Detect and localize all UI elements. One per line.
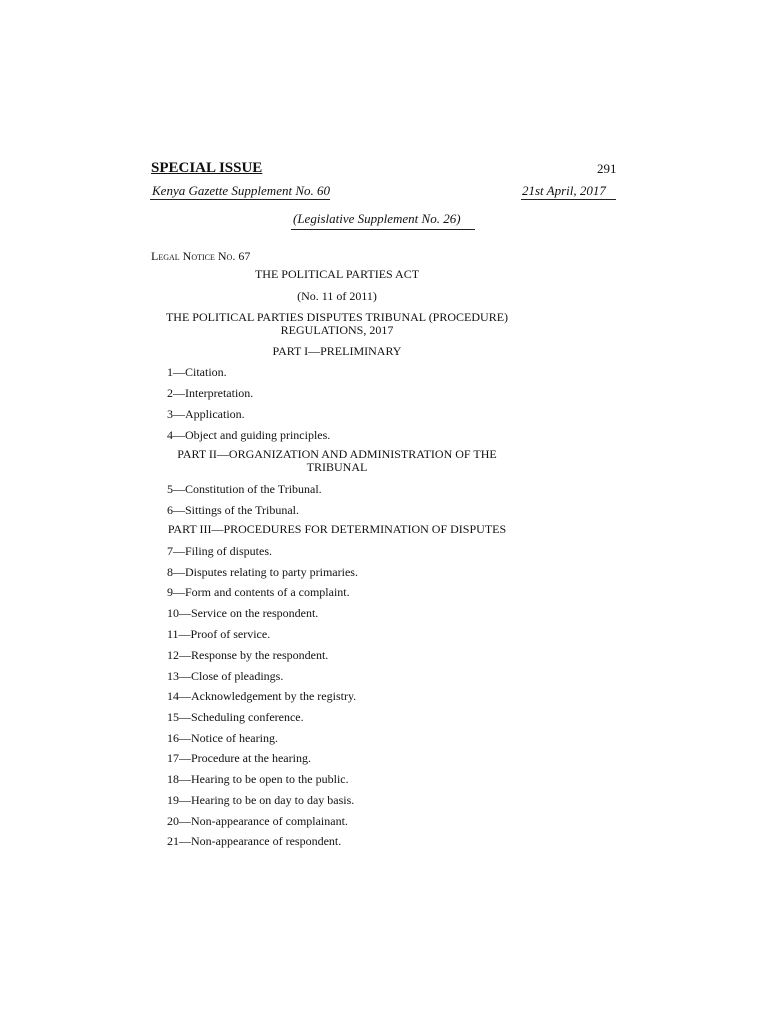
toc-item: 20—Non-appearance of complainant. [167, 814, 348, 828]
toc-item: 1—Citation. [167, 365, 227, 379]
toc-item: 9—Form and contents of a complaint. [167, 585, 350, 599]
part-2-heading: PART II—ORGANIZATION AND ADMINISTRATION OF THE TRIBUNAL [177, 447, 497, 474]
toc-item: 15—Scheduling conference. [167, 710, 304, 724]
toc-item: 7—Filing of disputes. [167, 544, 273, 558]
legislative-supplement: (Legislative Supplement No. 26) [293, 211, 461, 226]
toc-item: 16—Notice of hearing. [167, 731, 278, 745]
legislative-supplement-underline [291, 229, 475, 230]
date-underline [521, 199, 616, 200]
toc-item: 12—Response by the respondent. [167, 648, 329, 662]
toc-item: 3—Application. [167, 407, 245, 421]
part-1-heading: PART I—PRELIMINARY [272, 344, 402, 358]
toc-item: 14—Acknowledgement by the registry. [167, 689, 357, 703]
toc-item: 4—Object and guiding principles. [167, 428, 331, 442]
toc-item: 18—Hearing to be open to the public. [167, 772, 349, 786]
act-number: (No. 11 of 2011) [297, 289, 377, 303]
toc-item: 6—Sittings of the Tribunal. [167, 503, 300, 517]
toc-item: 11—Proof of service. [167, 627, 271, 641]
toc-item: 10—Service on the respondent. [167, 606, 319, 620]
gazette-supplement-number: Kenya Gazette Supplement No. 60 [152, 183, 330, 198]
act-title: THE POLITICAL PARTIES ACT [254, 267, 420, 281]
toc-item: 13—Close of pleadings. [167, 669, 284, 683]
regulations-title: THE POLITICAL PARTIES DISPUTES TRIBUNAL (PROCEDURE) REGULATIONS, 2017 [165, 310, 509, 337]
legal-notice-number: Legal Notice No. 67 [151, 249, 251, 263]
supplement-underline [150, 199, 330, 200]
part-3-heading: PART III—PROCEDURES FOR DETERMINATION OF DISPUTES [167, 522, 507, 536]
toc-item: 19—Hearing to be on day to day basis. [167, 793, 355, 807]
toc-item: 5—Constitution of the Tribunal. [167, 482, 322, 496]
toc-item: 8—Disputes relating to party primaries. [167, 565, 358, 579]
toc-item: 17—Procedure at the hearing. [167, 751, 311, 765]
page-number: 291 [597, 161, 617, 176]
issue-date: 21st April, 2017 [522, 183, 606, 198]
toc-item: 2—Interpretation. [167, 386, 254, 400]
special-issue-heading: SPECIAL ISSUE [151, 160, 263, 176]
toc-item: 21—Non-appearance of respondent. [167, 834, 342, 848]
